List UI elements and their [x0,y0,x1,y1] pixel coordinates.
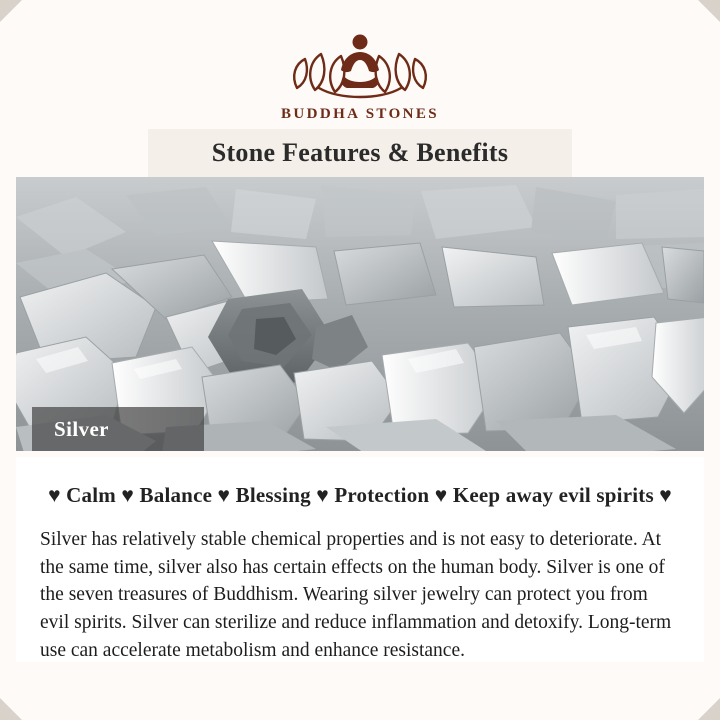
corner-fold-bottom-right [698,698,720,720]
corner-fold-top-right [698,0,720,22]
lotus-meditation-icon [285,26,435,102]
page-title: Stone Features & Benefits [211,138,509,167]
brand-name: BUDDHA STONES [280,106,440,122]
brand-logo [0,26,720,123]
corner-fold-bottom-left [0,698,22,720]
stone-description: Silver has relatively stable chemical properties and is not easy to deteriorate. At the same time, silver also has certain effects on the human body. Silver is one of the seven treasures of Buddhism. Wearing silver jewelry can protect you from evil spirits. Silver can sterilize and reduce inflammation and detoxify. Long-term use can accelerate metabolism and enhance resistance. [40,529,672,661]
photo-caption [32,407,204,451]
corner-fold-top-left [0,0,22,22]
section-title-band [148,129,572,177]
stone-photo [16,177,704,451]
stone-name: Silver [54,416,109,441]
description-panel [16,457,704,662]
benefit-keywords: ♥ Calm ♥ Balance ♥ Blessing ♥ Protection ♥ Keep away evil spirits ♥ [48,483,672,507]
